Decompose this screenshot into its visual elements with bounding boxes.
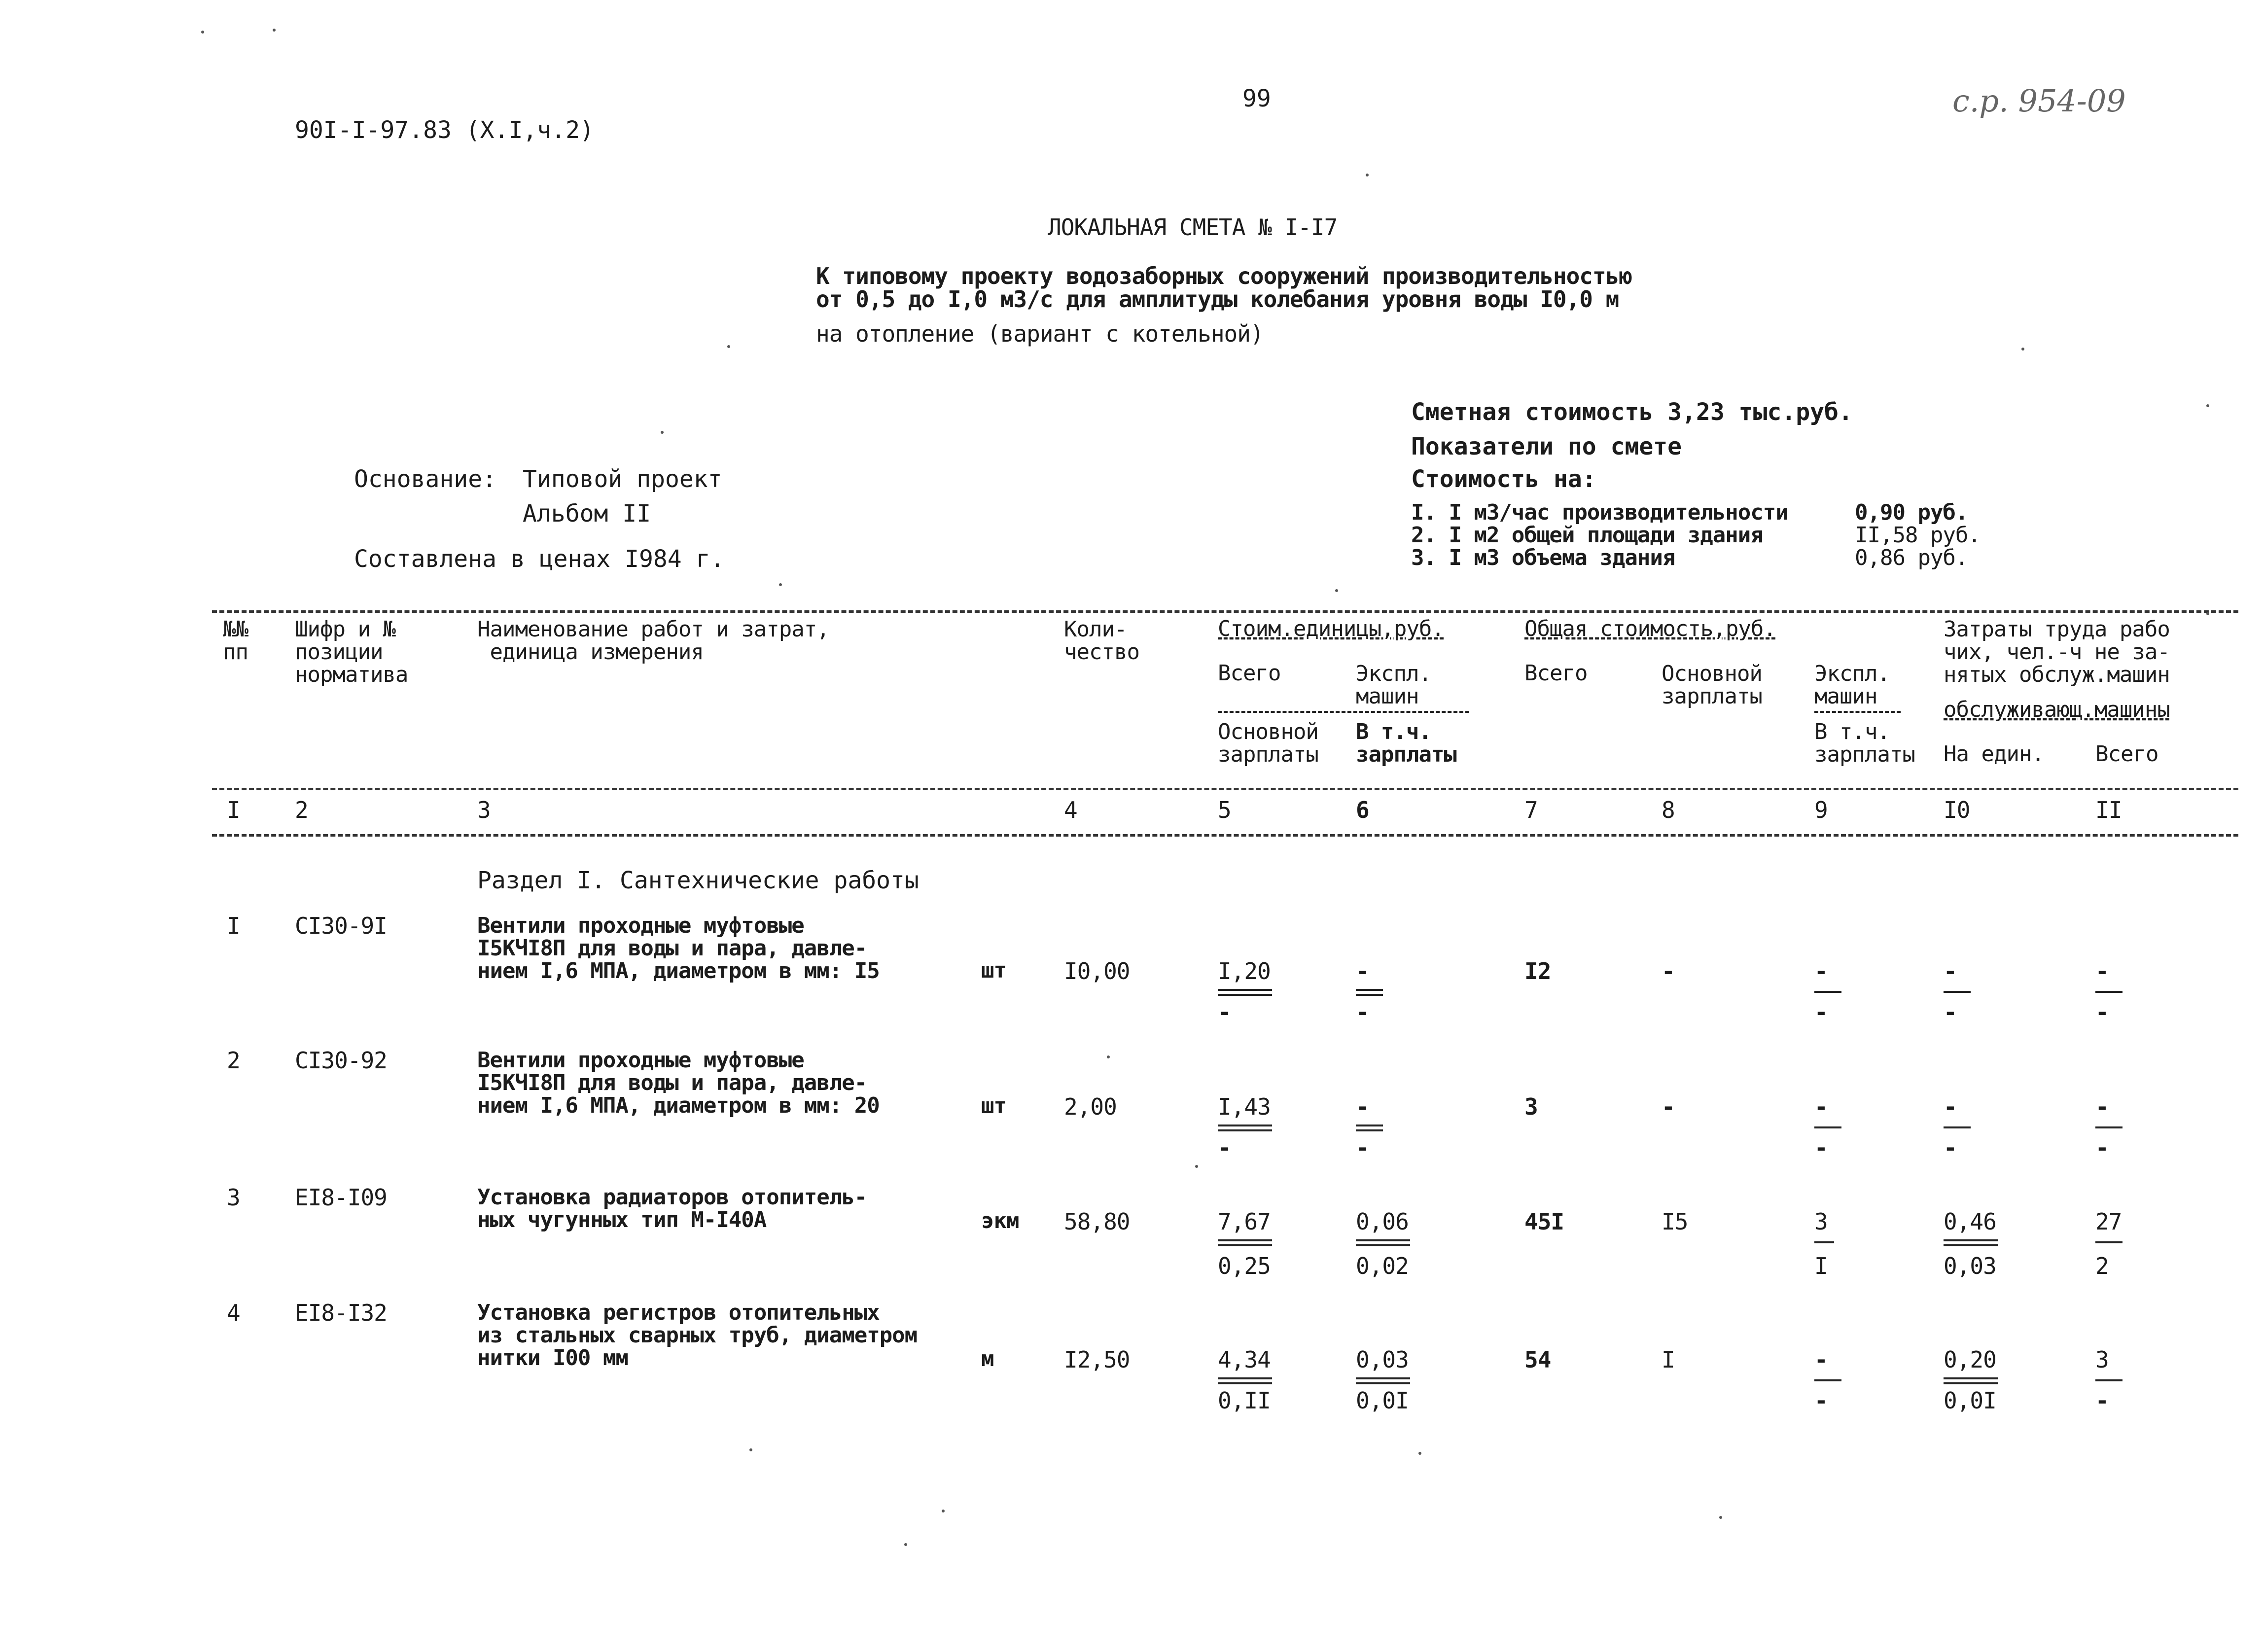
header-uc-divider	[1218, 711, 1469, 713]
row-quantity: I2,50	[1064, 1346, 1130, 1373]
row-name: Установка регистров отопительных из стальных сварных труб, диаметром нитки I00 мм	[477, 1300, 918, 1371]
total-machines: 3	[1814, 1208, 1828, 1235]
unit-cost-machine-wage: 0,02	[1356, 1253, 1409, 1279]
unit-cost-wage: -	[1218, 999, 1231, 1025]
row-number: 3	[227, 1184, 240, 1211]
column-number: I0	[1944, 797, 1970, 823]
indicator-label-2: 2. I м2 общей площади здания	[1411, 523, 1763, 548]
column-number: 4	[1064, 797, 1077, 823]
column-number: 9	[1814, 797, 1828, 823]
total-machines: -	[1814, 958, 1828, 984]
row-unit: шт	[981, 1093, 1006, 1119]
unit-cost-machines: 0,03	[1356, 1346, 1409, 1373]
scan-speck	[749, 1448, 752, 1451]
value-divider	[1218, 1244, 1272, 1246]
row-unit: м	[981, 1346, 994, 1371]
unit-cost-wage: 0,II	[1218, 1387, 1271, 1414]
row-quantity: 2,00	[1064, 1093, 1117, 1120]
value-divider	[1814, 1379, 1841, 1381]
row-name: Вентили проходные муфтовые I5КЧI8П для воды и пара, давле- нием I,6 МПА, диаметром в мм: I5	[477, 913, 880, 984]
column-number: II	[2095, 797, 2122, 823]
scan-speck	[904, 1543, 907, 1546]
section-heading: Раздел I. Сантехнические работы	[477, 867, 919, 894]
unit-cost-wage: -	[1218, 1134, 1231, 1161]
value-divider	[1356, 1125, 1383, 1126]
scan-speck	[1719, 1516, 1722, 1519]
row-name: Установка радиаторов отопитель- ных чугунных тип М-I40А	[477, 1185, 867, 1233]
header-total-cost: Общая стоимость,руб.	[1524, 616, 1776, 641]
total-machine-wage: -	[1814, 1134, 1828, 1161]
scan-speck	[661, 431, 664, 434]
labor-per-unit: 0,46	[1944, 1208, 1996, 1235]
value-divider	[1218, 1129, 1272, 1131]
row-number: 4	[227, 1300, 240, 1326]
column-number: 3	[477, 797, 491, 823]
subtitle-line-2: от 0,5 до I,0 м3/с для амплитуды колебания уровня воды I0,0 м	[816, 286, 1619, 313]
header-bottom-rule	[212, 788, 2238, 790]
header-qty: Коли- чество	[1064, 617, 1139, 665]
row-quantity: I0,00	[1064, 958, 1130, 984]
unit-cost-wage: 0,25	[1218, 1253, 1271, 1279]
total-wage: -	[1662, 1093, 1675, 1120]
total-wage: I	[1662, 1346, 1675, 1373]
indicator-value-2: II,58 руб.	[1855, 523, 1981, 548]
scan-speck	[1366, 174, 1369, 176]
header-uc-wage: Основной зарплаты	[1218, 719, 1318, 768]
row-quantity: 58,80	[1064, 1208, 1130, 1235]
row-code: CI30-9I	[295, 913, 387, 939]
unit-cost-total: 4,34	[1218, 1346, 1271, 1373]
scan-speck	[727, 345, 730, 348]
unit-cost-machines: 0,06	[1356, 1208, 1409, 1235]
column-number: 8	[1662, 797, 1675, 823]
scan-speck	[201, 31, 204, 34]
labor-per-unit: -	[1944, 958, 1957, 984]
value-divider	[2095, 1126, 2122, 1128]
scan-speck	[1107, 1055, 1110, 1058]
row-number: I	[227, 913, 240, 939]
total-cost: 3	[1524, 1093, 1538, 1120]
labor-total-machines: -	[2095, 1134, 2109, 1161]
value-divider	[1218, 1239, 1272, 1241]
summary-indicators: Показатели по смете	[1411, 433, 1682, 460]
labor-per-unit: -	[1944, 1093, 1957, 1120]
value-divider	[1944, 1244, 1998, 1246]
subtitle-line-1: К типовому проекту водозаборных сооружений производительностью	[816, 263, 1632, 289]
total-cost: I2	[1524, 958, 1551, 984]
unit-cost-machines: -	[1356, 1093, 1369, 1120]
header-tc-all: Всего	[1524, 661, 1588, 686]
labor-total: -	[2095, 958, 2109, 984]
header-uc-mach: Экспл. машин	[1356, 661, 1431, 709]
column-number: 6	[1356, 797, 1369, 823]
scan-speck	[1335, 589, 1338, 592]
header-labor: Затраты труда рабо чих, чел.-ч не за- нятых обслуж.машин	[1944, 617, 2170, 688]
basis-label: Основание:	[354, 465, 496, 493]
row-unit: шт	[981, 958, 1006, 983]
value-divider	[1356, 1382, 1410, 1384]
page-number: 99	[1242, 85, 1271, 112]
total-machines: -	[1814, 1093, 1828, 1120]
subtitle-line-3: на отопление (вариант с котельной)	[816, 320, 1264, 347]
total-machine-wage: -	[1814, 999, 1828, 1025]
value-divider	[1356, 1244, 1410, 1246]
handwritten-note: с.р. 954-09	[1952, 83, 2126, 119]
row-unit: экм	[981, 1208, 1019, 1233]
labor-total-machines: 2	[2095, 1253, 2109, 1279]
value-divider	[2095, 1241, 2122, 1243]
labor-total: 3	[2095, 1346, 2109, 1373]
value-divider	[1356, 1239, 1410, 1241]
value-divider	[1814, 991, 1841, 993]
header-tc-divider	[1814, 711, 1901, 713]
labor-total-machines: -	[2095, 999, 2109, 1025]
value-divider	[1218, 1125, 1272, 1126]
estimate-title: ЛОКАЛЬНАЯ СМЕТА № I-I7	[1048, 214, 1338, 241]
header-tc-mach: Экспл. машин	[1814, 661, 1890, 709]
value-divider	[1356, 1377, 1410, 1379]
summary-cost-on: Стоимость на:	[1411, 465, 1596, 493]
total-cost: 45I	[1524, 1208, 1564, 1235]
value-divider	[2095, 1379, 2122, 1381]
value-divider	[1218, 1382, 1272, 1384]
row-code: EI8-I32	[295, 1300, 387, 1326]
header-tc-incl-wage: В т.ч. зарплаты	[1814, 719, 1915, 768]
indicator-label-1: I. I м3/час производительности	[1411, 500, 1788, 525]
row-number: 2	[227, 1047, 240, 1074]
total-wage: I5	[1662, 1208, 1688, 1235]
price-basis: Составлена в ценах I984 г.	[354, 545, 725, 573]
value-divider	[1356, 989, 1383, 991]
labor-total: -	[2095, 1093, 2109, 1120]
table-top-rule	[212, 610, 2238, 613]
scan-speck	[1418, 1452, 1421, 1455]
column-numbers-rule	[212, 834, 2238, 837]
column-number: 2	[295, 797, 308, 823]
scan-speck	[2206, 612, 2209, 615]
unit-cost-machine-wage: -	[1356, 1134, 1369, 1161]
labor-per-unit-machines: -	[1944, 999, 1957, 1025]
value-divider	[1814, 1126, 1841, 1128]
basis-album: Альбом II	[523, 500, 651, 527]
total-machine-wage: I	[1814, 1253, 1828, 1279]
labor-per-unit-machines: -	[1944, 1134, 1957, 1161]
row-code: CI30-92	[295, 1047, 387, 1074]
scan-speck	[1195, 1165, 1198, 1168]
indicator-value-3: 0,86 руб.	[1855, 545, 1968, 570]
value-divider	[1944, 1126, 1971, 1128]
unit-cost-total: 7,67	[1218, 1208, 1271, 1235]
header-code: Шифр и № позиции норматива	[295, 617, 408, 688]
unit-cost-machines: -	[1356, 958, 1369, 984]
header-name: Наименование работ и затрат, единица измерения	[477, 617, 829, 665]
unit-cost-machine-wage: 0,0I	[1356, 1387, 1409, 1414]
value-divider	[1944, 1239, 1998, 1241]
header-num: №№ пп	[223, 617, 248, 665]
value-divider	[1356, 994, 1383, 996]
value-divider	[1218, 989, 1272, 991]
header-uc-all: Всего	[1218, 661, 1281, 686]
column-number: 7	[1524, 797, 1538, 823]
header-tc-wage: Основной зарплаты	[1662, 661, 1762, 709]
row-name: Вентили проходные муфтовые I5КЧI8П для воды и пара, давле- нием I,6 МПА, диаметром в мм: 20	[477, 1048, 880, 1119]
unit-cost-machine-wage: -	[1356, 999, 1369, 1025]
total-machines: -	[1814, 1346, 1828, 1373]
scan-speck	[2021, 348, 2024, 351]
basis-project: Типовой проект	[523, 465, 722, 493]
unit-cost-total: I,43	[1218, 1093, 1271, 1120]
value-divider	[1814, 1241, 1834, 1243]
value-divider	[1218, 994, 1272, 996]
value-divider	[2095, 991, 2122, 993]
header-unit-cost: Стоим.единицы,руб.	[1218, 616, 1444, 641]
value-divider	[1218, 1377, 1272, 1379]
indicator-label-3: 3. I м3 объема здания	[1411, 545, 1675, 570]
document-code: 90I-I-97.83 (X.I,ч.2)	[295, 116, 594, 144]
total-machine-wage: -	[1814, 1387, 1828, 1414]
unit-cost-total: I,20	[1218, 958, 1271, 984]
value-divider	[1944, 1382, 1998, 1384]
column-number: 5	[1218, 797, 1231, 823]
summary-cost: Сметная стоимость 3,23 тыс.руб.	[1411, 398, 1853, 426]
total-wage: -	[1662, 958, 1675, 984]
labor-per-unit: 0,20	[1944, 1346, 1996, 1373]
header-labor-sub: обслуживающ.машины	[1944, 697, 2170, 722]
column-number: I	[227, 797, 240, 823]
row-code: EI8-I09	[295, 1184, 387, 1211]
value-divider	[1944, 1377, 1998, 1379]
indicator-value-1: 0,90 руб.	[1855, 500, 1968, 525]
header-labor-per-unit: На един.	[1944, 741, 2044, 767]
header-uc-incl-wage: В т.ч. зарплаты	[1356, 719, 1456, 768]
labor-per-unit-machines: 0,0I	[1944, 1387, 1996, 1414]
labor-per-unit-machines: 0,03	[1944, 1253, 1996, 1279]
total-cost: 54	[1524, 1346, 1551, 1373]
labor-total-machines: -	[2095, 1387, 2109, 1414]
scan-speck	[942, 1510, 945, 1512]
labor-total: 27	[2095, 1208, 2122, 1235]
value-divider	[1944, 991, 1971, 993]
header-labor-all: Всего	[2095, 741, 2158, 767]
scan-speck	[273, 29, 276, 32]
value-divider	[1356, 1129, 1383, 1131]
scan-speck	[779, 583, 782, 586]
scan-speck	[2206, 404, 2209, 407]
